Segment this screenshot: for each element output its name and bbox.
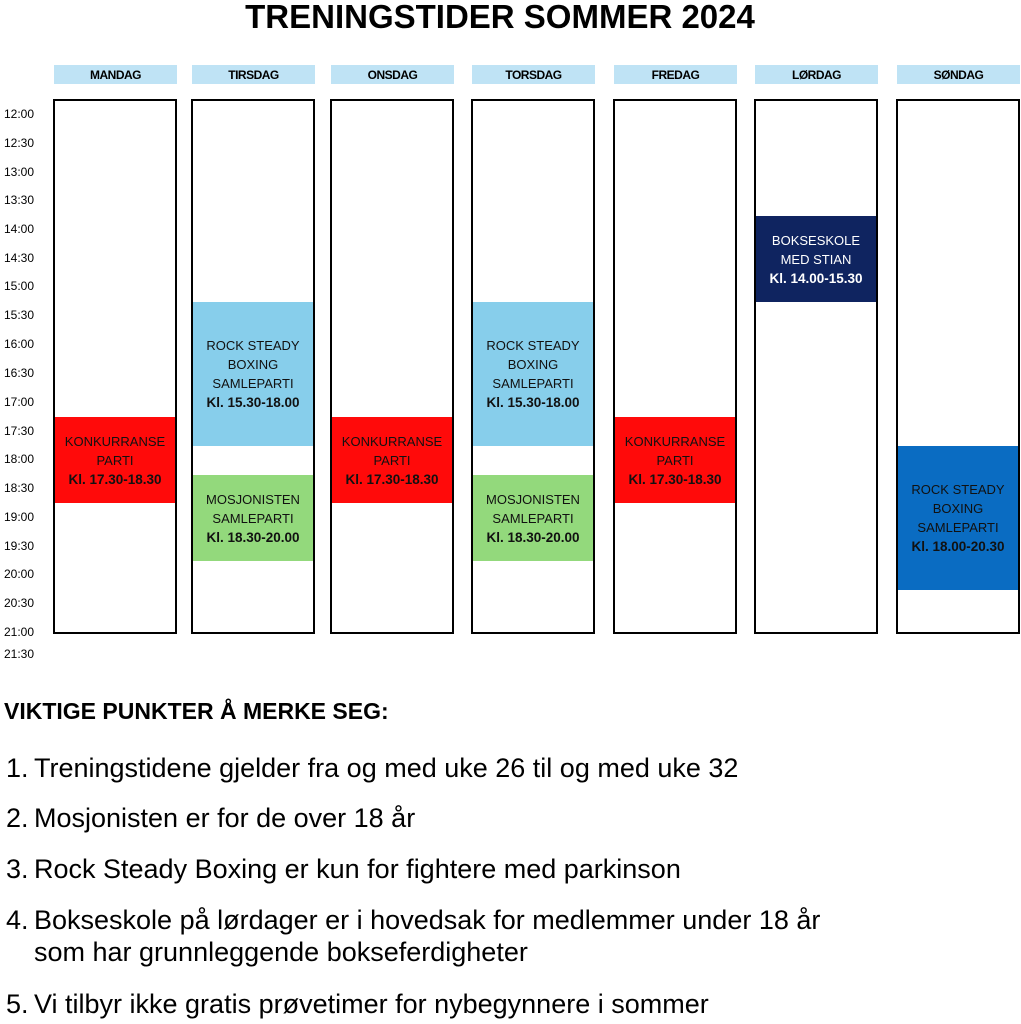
- day-column-sunday: [896, 99, 1020, 634]
- time-label: 12:30: [4, 136, 35, 150]
- session-time: Kl. 15.30-18.00: [206, 395, 300, 410]
- note-text: Treningstidene gjelder fra og med uke 26 til og med uke 32: [34, 753, 739, 783]
- session-rock-steady-boxing: [193, 302, 313, 446]
- session-line: SAMLEPARTI: [492, 510, 574, 526]
- day-column-wednesday: [330, 99, 454, 634]
- note-item: [6, 988, 994, 1020]
- time-label: 13:00: [4, 165, 35, 179]
- time-label: 16:00: [4, 337, 35, 351]
- note-item: [6, 904, 994, 968]
- time-label: 16:30: [4, 366, 35, 380]
- time-label: 21:00: [4, 625, 35, 639]
- session-line: ROCK STEADY: [486, 338, 580, 353]
- day-column-tuesday: [191, 99, 315, 634]
- page-title: TRENINGSTIDER SOMMER 2024: [245, 0, 755, 35]
- session-time: Kl. 17.30-18.30: [628, 471, 722, 487]
- note-number: 1.: [6, 753, 29, 783]
- session-line: BOXING: [932, 501, 984, 516]
- session-konkurranse-parti: [55, 417, 175, 503]
- time-label: 12:00: [4, 107, 35, 121]
- note-number: 5.: [6, 989, 29, 1019]
- day-header-thursday: TORSDAG: [472, 65, 595, 84]
- session-line: PARTI: [656, 452, 694, 468]
- session-time: Kl. 17.30-18.30: [68, 471, 162, 487]
- session-rock-steady-boxing: [898, 446, 1018, 590]
- time-label: 19:00: [4, 510, 35, 524]
- time-label: 13:30: [4, 193, 35, 207]
- session-time: Kl. 18.00-20.30: [911, 539, 1005, 554]
- note-item: [6, 853, 994, 885]
- time-label: 15:00: [4, 279, 35, 293]
- session-line: MOSJONISTEN: [206, 491, 300, 507]
- session-konkurranse-parti: [615, 417, 735, 503]
- note-item: [6, 802, 994, 834]
- time-label: 15:30: [4, 308, 35, 322]
- session-line: ROCK STEADY: [206, 338, 300, 353]
- day-header-tuesday: TIRSDAG: [192, 65, 315, 84]
- day-header-wednesday: ONSDAG: [331, 65, 454, 84]
- time-label: 19:30: [4, 539, 35, 553]
- session-line: KONKURRANSE: [341, 433, 443, 449]
- session-line: MED STIAN: [780, 251, 852, 267]
- session-line: PARTI: [373, 452, 411, 468]
- day-column-monday: [53, 99, 177, 634]
- note-text: Mosjonisten er for de over 18 år: [34, 803, 416, 833]
- session-time: Kl. 15.30-18.00: [486, 395, 580, 410]
- time-label: 18:30: [4, 481, 35, 495]
- day-column-friday: [613, 99, 737, 634]
- time-label: 20:00: [4, 567, 35, 581]
- session-konkurranse-parti: [332, 417, 452, 503]
- day-header-friday: FREDAG: [614, 65, 737, 84]
- session-time: Kl. 14.00-15.30: [769, 270, 863, 286]
- session-mosjonisten: [473, 475, 593, 561]
- session-line: PARTI: [96, 452, 134, 468]
- day-header-saturday: LØRDAG: [755, 65, 878, 84]
- session-line: ROCK STEADY: [911, 482, 1005, 497]
- day-column-thursday: [471, 99, 595, 634]
- time-label: 14:30: [4, 251, 35, 265]
- session-time: Kl. 18.30-20.00: [206, 529, 300, 545]
- session-bokseskole: [756, 216, 876, 302]
- note-item: [6, 752, 994, 784]
- day-header-monday: MANDAG: [54, 65, 177, 84]
- session-time: Kl. 18.30-20.00: [486, 529, 580, 545]
- session-line: KONKURRANSE: [64, 433, 166, 449]
- note-text-line: Bokseskole på lørdager er i hovedsak for medlemmer under 18 år: [34, 905, 821, 935]
- time-label: 18:00: [4, 452, 35, 466]
- time-label: 20:30: [4, 596, 35, 610]
- session-line: BOXING: [227, 357, 279, 372]
- time-label: 17:00: [4, 395, 35, 409]
- session-time: Kl. 17.30-18.30: [345, 471, 439, 487]
- session-mosjonisten: [193, 475, 313, 561]
- session-line: BOKSESKOLE: [771, 232, 861, 248]
- time-label: 14:00: [4, 222, 35, 236]
- session-line: SAMLEPARTI: [492, 376, 574, 391]
- session-line: MOSJONISTEN: [486, 491, 580, 507]
- note-text: [34, 904, 994, 968]
- note-text: Vi tilbyr ikke gratis prøvetimer for nybegynnere i sommer: [34, 989, 709, 1019]
- session-line: SAMLEPARTI: [212, 376, 294, 391]
- day-header-sunday: SØNDAG: [897, 65, 1020, 84]
- session-rock-steady-boxing: [473, 302, 593, 446]
- note-number: 2.: [6, 803, 29, 833]
- session-line: SAMLEPARTI: [917, 520, 999, 535]
- note-text-line: som har grunnleggende bokseferdigheter: [34, 937, 528, 967]
- note-number: 3.: [6, 854, 29, 884]
- note-number: 4.: [6, 905, 29, 935]
- time-label: 21:30: [4, 647, 35, 661]
- session-line: SAMLEPARTI: [212, 510, 294, 526]
- day-column-saturday: [754, 99, 878, 634]
- note-text: Rock Steady Boxing er kun for fightere med parkinson: [34, 854, 681, 884]
- notes-heading: VIKTIGE PUNKTER Å MERKE SEG:: [4, 698, 389, 724]
- session-line: KONKURRANSE: [624, 433, 726, 449]
- time-label: 17:30: [4, 424, 35, 438]
- session-line: BOXING: [507, 357, 559, 372]
